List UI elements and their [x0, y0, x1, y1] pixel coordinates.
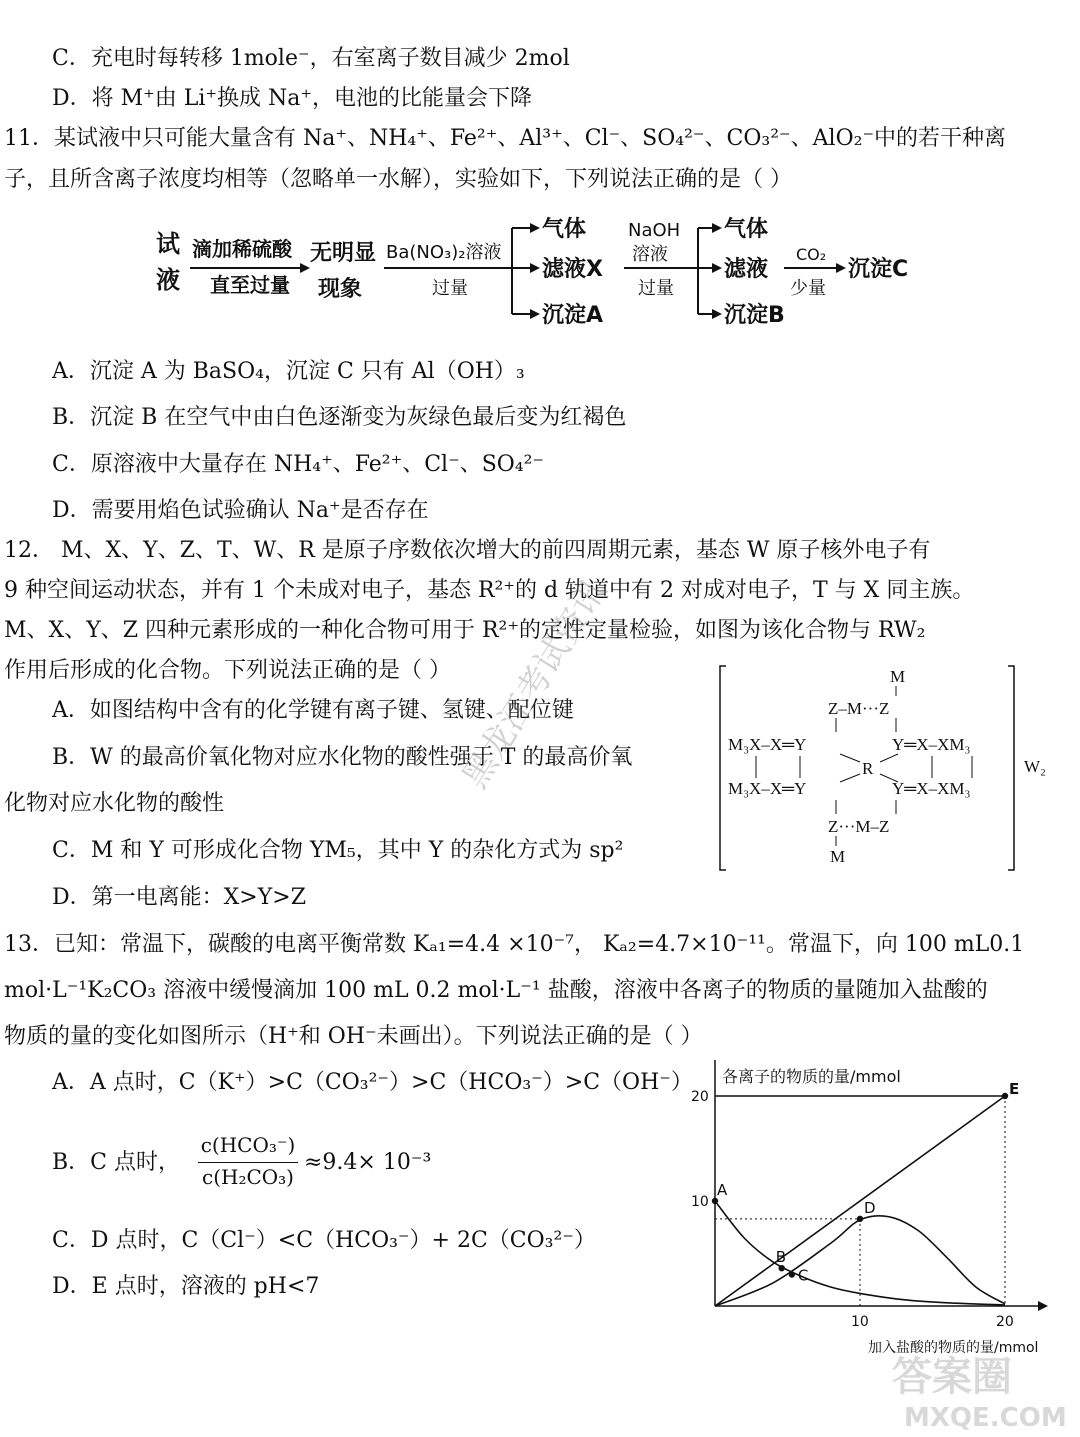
flow-gas2: 气体 [724, 217, 769, 242]
struct-left-top: M₃X–X═Y [728, 735, 807, 754]
struct-bottom-zmz: Z···M–Z [828, 817, 890, 836]
q11-option-c: C．原溶液中大量存在 NH₄⁺、Fe²⁺、Cl⁻、SO₄²⁻ [52, 452, 545, 477]
flow-result1-a: 无明显 [310, 241, 377, 266]
q13-option-a: A．A 点时，C（K⁺）>C（CO₃²⁻）>C（HCO₃⁻）>C（OH⁻） [52, 1070, 693, 1095]
q12-option-b-line2: 化物对应水化物的酸性 [4, 791, 225, 816]
q10-option-d: D．将 M⁺由 Li⁺换成 Na⁺，电池的比能量会下降 [52, 86, 532, 111]
flow-step1-bottom: 直至过量 [210, 273, 290, 297]
struct-w2: W₂ [1024, 757, 1046, 776]
point-label-e: E [1009, 1080, 1020, 1098]
q12-stem-line4: 作用后形成的化合物。下列说法正确的是（ ） [4, 658, 451, 683]
point-label-a: A [717, 1181, 728, 1199]
flow-precip-a: 沉淀A [542, 303, 604, 328]
struct-right-top: Y═X–XM₃ [892, 735, 971, 754]
flow-step3-bottom: 过量 [638, 278, 674, 299]
watermark: 黑龙江考试资讯 [454, 572, 615, 796]
struct-bottom-m: M [830, 847, 846, 866]
flow-step4-bottom: 少量 [790, 278, 826, 299]
q12-stem-line1: 12． M、X、Y、Z、T、W、R 是原子序数依次增大的前四周期元素，基态 W 原子核外电子有 [4, 538, 931, 563]
x-tick-label: 10 [851, 1314, 869, 1330]
q10-option-c: C．充电时每转移 1mole⁻，右室离子数目减少 2mol [52, 46, 570, 71]
x-axis-arrow [1038, 1301, 1048, 1311]
y-tick-label: 10 [691, 1194, 709, 1210]
q11-option-a: A．沉淀 A 为 BaSO₄，沉淀 C 只有 Al（OH）₃ [52, 359, 525, 384]
flow-step2-bottom: 过量 [432, 278, 468, 299]
q12-option-c: C．M 和 Y 可形成化合物 YM₅，其中 Y 的杂化方式为 sp² [52, 838, 624, 863]
q12-option-b-line1: B．W 的最高价氧化物对应水化物的酸性强于 T 的最高价氧 [52, 745, 633, 770]
flow-precip-c: 沉淀C [848, 257, 909, 282]
q13-option-b-prefix: B．C 点时， [52, 1150, 180, 1175]
q11-stem-line2: 子，且所含离子浓度均相等（忽略单一水解），实验如下，下列说法正确的是（ ） [4, 167, 792, 192]
fraction-denominator: c(H₂CO₃) [202, 1165, 294, 1189]
y-tick-label: 20 [691, 1089, 709, 1105]
struct-top-zmz: Z–M···Z [828, 699, 890, 718]
flow-precip-b: 沉淀B [724, 303, 785, 328]
flow-filtrate: 滤液 [724, 257, 769, 282]
point-c [789, 1271, 795, 1277]
site-logo [880, 1340, 1070, 1435]
flow-step2-top: Ba(NO₃)₂溶液 [386, 242, 502, 263]
point-label-c: C [797, 1266, 809, 1285]
q13-option-d: D．E 点时，溶液的 pH<7 [52, 1274, 320, 1299]
chart-ylabel: 各离子的物质的量/mmol [722, 1067, 901, 1086]
flow-step1-top: 滴加稀硫酸 [192, 237, 292, 261]
q11-option-d: D．需要用焰色试验确认 Na⁺是否存在 [52, 498, 429, 523]
point-label-b: B [775, 1248, 786, 1267]
q12-option-a: A．如图结构中含有的化学键有离子键、氢键、配位键 [52, 698, 574, 723]
logo-url: MXQE.COM [904, 1403, 1067, 1433]
q11-stem-line1: 11．某试液中只可能大量含有 Na⁺、NH₄⁺、Fe²⁺、Al³⁺、Cl⁻、SO₄²⁻、CO₃²⁻、AlO₂⁻中的若干种离 [4, 126, 1007, 151]
flow-step3-top1: NaOH [628, 220, 681, 241]
q13-option-c: C．D 点时，C（Cl⁻）<C（HCO₃⁻）+ 2C（CO₃²⁻） [52, 1228, 596, 1253]
q13-stem-line2: mol·L⁻¹K₂CO₃ 溶液中缓慢滴加 100 mL 0.2 mol·L⁻¹ 盐酸，溶液中各离子的物质的量随加入盐酸的 [4, 978, 988, 1003]
point-e [1002, 1093, 1008, 1099]
q13-ion-amount-chart [678, 1060, 1078, 1360]
fraction-bar [198, 1162, 298, 1163]
flow-step3-top2: 溶液 [632, 244, 668, 265]
q13-option-b-suffix: ≈9.4× 10⁻³ [304, 1150, 432, 1175]
struct-top-m: M [890, 667, 906, 686]
struct-right-bottom: Y═X–XM₃ [892, 779, 971, 798]
struct-left-bottom: M₃X–X═Y [728, 779, 807, 798]
fraction-numerator: c(HCO₃⁻) [200, 1133, 296, 1157]
q12-stem-line2: 9 种空间运动状态，并有 1 个未成对电子，基态 R²⁺的 d 轨道中有 2 对成对电子，T 与 X 同主族。 [4, 578, 975, 603]
flow-step4-top: CO₂ [796, 245, 827, 264]
q12-stem-line3: M、X、Y、Z 四种元素形成的一种化合物可用于 R²⁺的定性定量检验，如图为该化合物与 RW₂ [4, 618, 926, 643]
flow-gas1: 气体 [542, 217, 587, 242]
q13-stem-line1: 13．已知：常温下，碳酸的电离平衡常数 Kₐ₁=4.4 ×10⁻⁷， Kₐ₂=4.7×10⁻¹¹。常温下，向 100 mL0.1 [4, 932, 1025, 957]
point-label-d: D [864, 1198, 876, 1217]
flow-start1: 试 [156, 230, 180, 258]
x-tick-label: 20 [996, 1314, 1014, 1330]
struct-r: R [862, 759, 874, 778]
q12-option-d: D．第一电离能：X>Y>Z [52, 885, 306, 910]
chart-xlabel: 加入盐酸的物质的量/mmol [868, 1340, 1039, 1356]
q13-option-b-fraction [196, 1132, 300, 1196]
logo-text: 答案圈 [892, 1354, 1012, 1400]
point-d [857, 1216, 863, 1222]
flow-filtrate-x: 滤液X [542, 257, 603, 282]
flow-result1-b: 现象 [318, 277, 363, 302]
q12-structure-diagram [712, 662, 1052, 874]
q11-option-b: B．沉淀 B 在空气中由白色逐渐变为灰绿色最后变为红褐色 [52, 405, 627, 430]
q13-stem-line3: 物质的量的变化如图所示（H⁺和 OH⁻未画出）。下列说法正确的是（ ） [4, 1024, 703, 1049]
q11-flowchart [150, 210, 930, 330]
flow-start2: 液 [156, 266, 180, 294]
